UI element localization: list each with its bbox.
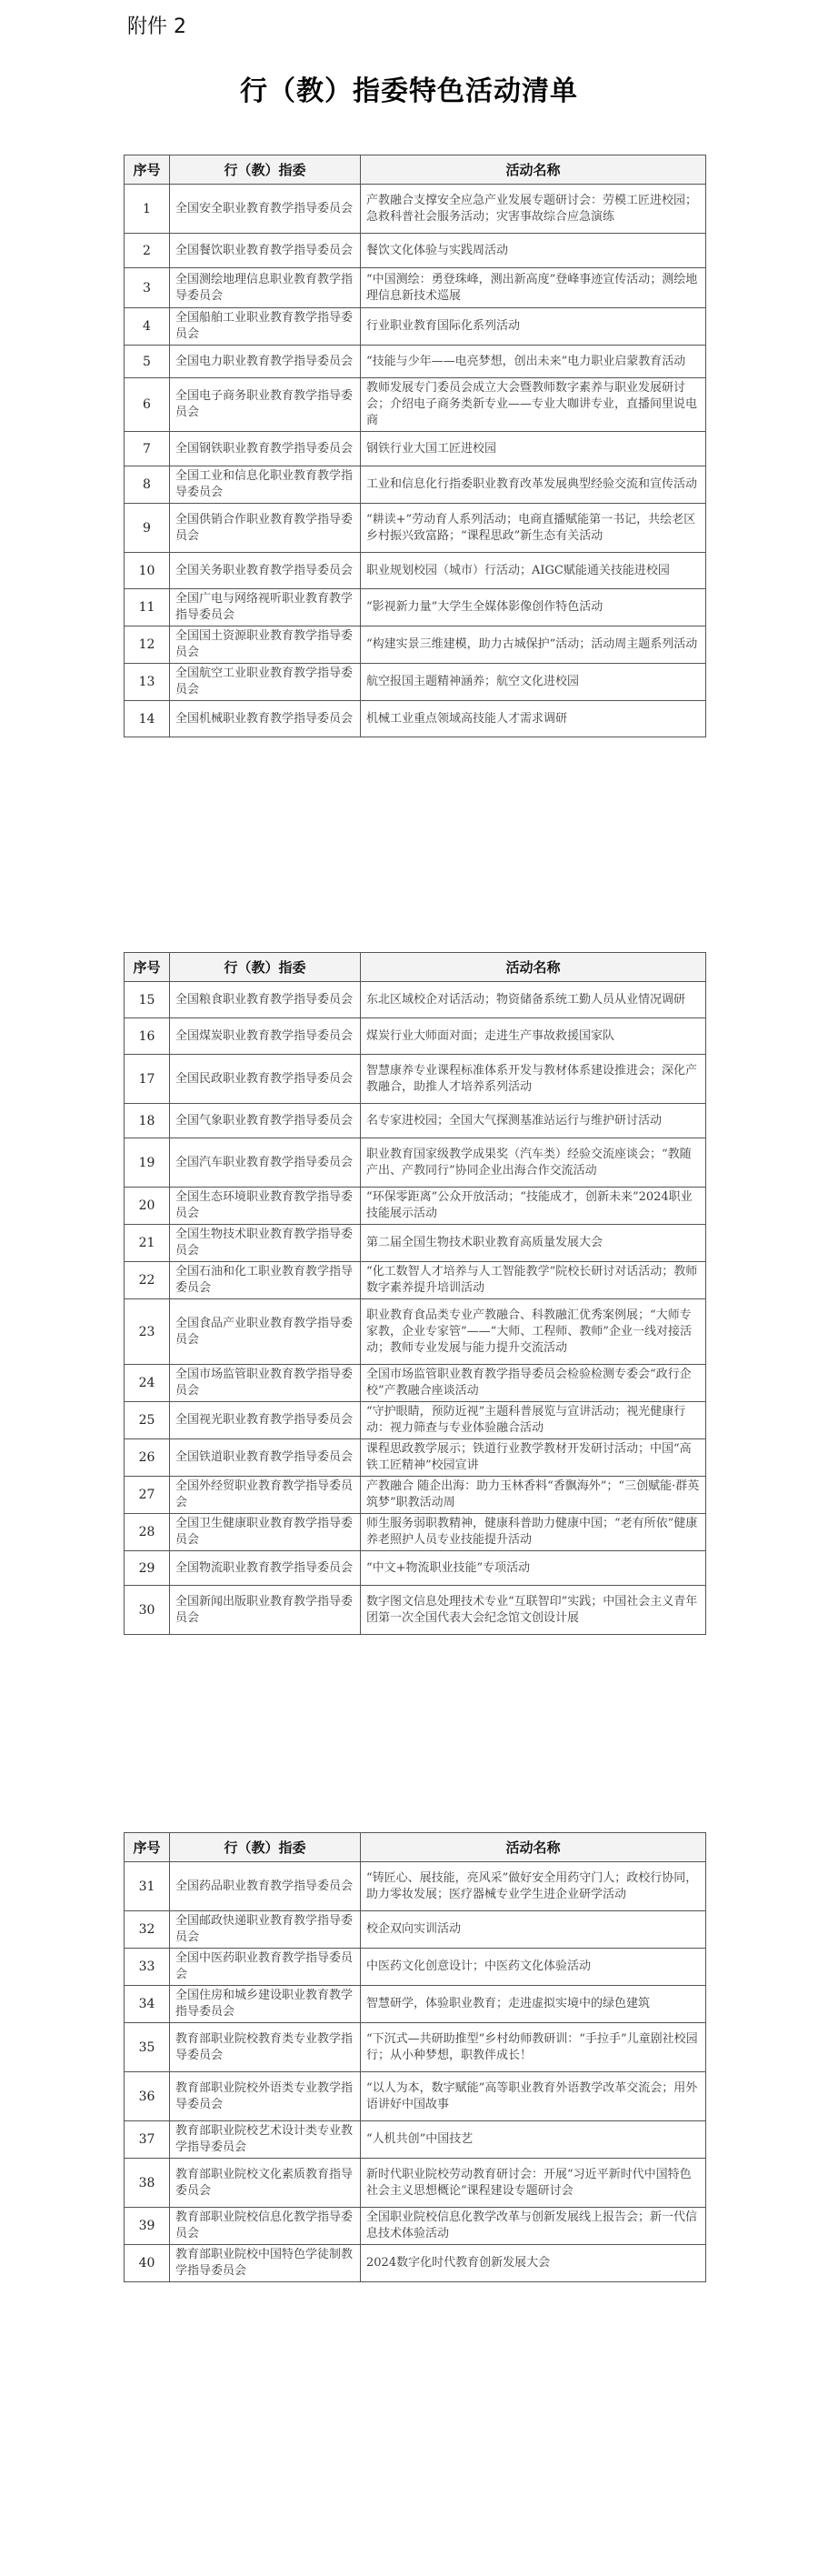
committee-name: 教育部职业院校中国特色学徒制教学指导委员会 xyxy=(170,2245,361,2282)
row-number: 23 xyxy=(125,1299,170,1365)
table-row xyxy=(125,626,706,664)
activity-name: “以人为本，数字赋能”高等职业教育外语教学改革交流会；用外语讲好中国故事 xyxy=(361,2072,706,2121)
committee-name: 全国食品产业职业教育教学指导委员会 xyxy=(170,1299,361,1365)
table-row xyxy=(125,1911,706,1949)
table-row xyxy=(125,1986,706,2023)
activity-name: 数字图文信息处理技术专业“互联智印”实践；中国社会主义青年团第一次全国代表大会纪念馆文创设计展 xyxy=(361,1586,706,1635)
table-row xyxy=(125,432,706,466)
committee-name: 全国国土资源职业教育教学指导委员会 xyxy=(170,626,361,664)
table-row xyxy=(125,308,706,346)
row-number: 4 xyxy=(125,308,170,346)
activity-name: 东北区域校企对话活动；物资储备系统工勤人员从业情况调研 xyxy=(361,982,706,1018)
row-number: 24 xyxy=(125,1365,170,1402)
row-number: 5 xyxy=(125,346,170,378)
table-row xyxy=(125,185,706,234)
activity-name: 校企双向实训活动 xyxy=(361,1911,706,1949)
activity-name: “守护眼睛，预防近视”主题科普展览与宣讲活动；视光健康行动：视力筛查与专业体验融合活动 xyxy=(361,1402,706,1439)
committee-name: 全国航空工业职业教育教学指导委员会 xyxy=(170,664,361,701)
table-row xyxy=(125,234,706,268)
row-number: 13 xyxy=(125,664,170,701)
committee-name: 教育部职业院校信息化教学指导委员会 xyxy=(170,2208,361,2245)
table-row xyxy=(125,2072,706,2121)
table-row xyxy=(125,2121,706,2159)
committee-name: 全国生物技术职业教育教学指导委员会 xyxy=(170,1225,361,1262)
table-row xyxy=(125,2159,706,2208)
activity-table-1 xyxy=(124,155,706,737)
committee-name: 全国住房和城乡建设职业教育教学指导委员会 xyxy=(170,1986,361,2023)
row-number: 30 xyxy=(125,1586,170,1635)
page-title: 行（教）指委特色活动清单 xyxy=(240,75,578,107)
activity-table-2 xyxy=(124,952,706,1635)
row-number: 19 xyxy=(125,1138,170,1188)
committee-name: 教育部职业院校艺术设计类专业教学指导委员会 xyxy=(170,2121,361,2159)
committee-name: 教育部职业院校外语类专业教学指导委员会 xyxy=(170,2072,361,2121)
row-number: 31 xyxy=(125,1862,170,1911)
committee-name: 全国汽车职业教育教学指导委员会 xyxy=(170,1138,361,1188)
header-no: 序号 xyxy=(125,155,170,185)
committee-name: 全国外经贸职业教育教学指导委员会 xyxy=(170,1477,361,1514)
committee-name: 全国工业和信息化职业教育教学指导委员会 xyxy=(170,466,361,504)
row-number: 22 xyxy=(125,1262,170,1299)
committee-name: 全国邮政快递职业教育教学指导委员会 xyxy=(170,1911,361,1949)
committee-name: 全国供销合作职业教育教学指导委员会 xyxy=(170,504,361,553)
table-row xyxy=(125,378,706,432)
committee-name: 全国卫生健康职业教育教学指导委员会 xyxy=(170,1514,361,1551)
header-committee: 行（教）指委 xyxy=(170,953,361,982)
committee-name: 全国粮食职业教育教学指导委员会 xyxy=(170,982,361,1018)
header-activity: 活动名称 xyxy=(361,155,706,185)
header-committee: 行（教）指委 xyxy=(170,1833,361,1862)
activity-name: “环保零距离”公众开放活动；“技能成才，创新未来”2024职业技能展示活动 xyxy=(361,1188,706,1225)
row-number: 37 xyxy=(125,2121,170,2159)
row-number: 11 xyxy=(125,589,170,626)
committee-name: 教育部职业院校教育类专业教学指导委员会 xyxy=(170,2023,361,2072)
committee-name: 全国安全职业教育教学指导委员会 xyxy=(170,185,361,234)
row-number: 40 xyxy=(125,2245,170,2282)
activity-name: “中国测绘：勇登珠峰，测出新高度”登峰事迹宣传活动；测绘地理信息新技术巡展 xyxy=(361,268,706,308)
activity-name: “影视新力量”大学生全媒体影像创作特色活动 xyxy=(361,589,706,626)
activity-name: 职业规划校园（城市）行活动；AIGC赋能通关技能进校园 xyxy=(361,553,706,589)
activity-name: “技能与少年——电亮梦想，创出未来”电力职业启蒙教育活动 xyxy=(361,346,706,378)
header-committee: 行（教）指委 xyxy=(170,155,361,185)
committee-name: 全国机械职业教育教学指导委员会 xyxy=(170,701,361,737)
committee-name: 全国铁道职业教育教学指导委员会 xyxy=(170,1439,361,1477)
activity-name: 产教融合 随企出海：助力玉林香料“香飘海外”；“三创赋能·群英筑梦”职教活动周 xyxy=(361,1477,706,1514)
table-row xyxy=(125,1551,706,1586)
table-row xyxy=(125,1402,706,1439)
row-number: 20 xyxy=(125,1188,170,1225)
committee-name: 全国物流职业教育教学指导委员会 xyxy=(170,1551,361,1586)
activity-name: 名专家进校园；全国大气探测基准站运行与维护研讨活动 xyxy=(361,1104,706,1138)
table-row xyxy=(125,1514,706,1551)
activity-name: 煤炭行业大师面对面；走进生产事故救援国家队 xyxy=(361,1018,706,1055)
activity-name: 全国职业院校信息化教学改革与创新发展线上报告会；新一代信息技术体验活动 xyxy=(361,2208,706,2245)
table-row xyxy=(125,1055,706,1104)
row-number: 21 xyxy=(125,1225,170,1262)
committee-name: 教育部职业院校文化素质教育指导委员会 xyxy=(170,2159,361,2208)
table-row xyxy=(125,589,706,626)
committee-name: 全国市场监管职业教育教学指导委员会 xyxy=(170,1365,361,1402)
activity-name: “中文+物流职业技能”专项活动 xyxy=(361,1551,706,1586)
activity-name: 职业教育食品类专业产教融合、科教融汇优秀案例展；“大师专家教，企业专家管”——“大师、工程师、教师”企业一线对接活动；教师专业发展与能力提升交流活动 xyxy=(361,1299,706,1365)
table-row xyxy=(125,346,706,378)
committee-name: 全国新闻出版职业教育教学指导委员会 xyxy=(170,1586,361,1635)
row-number: 14 xyxy=(125,701,170,737)
activity-name: 全国市场监管职业教育教学指导委员会检验检测专委会“政行企校”产教融合座谈活动 xyxy=(361,1365,706,1402)
row-number: 25 xyxy=(125,1402,170,1439)
activity-name: “铸匠心、展技能，亮风采”做好安全用药守门人；政校行协同，助力零妆发展；医疗器械专业学生进企业研学活动 xyxy=(361,1862,706,1911)
activity-name: “构建实景三维建模，助力古城保护”活动；活动周主题系列活动 xyxy=(361,626,706,664)
table-row xyxy=(125,2023,706,2072)
committee-name: 全国关务职业教育教学指导委员会 xyxy=(170,553,361,589)
row-number: 32 xyxy=(125,1911,170,1949)
table-row xyxy=(125,1862,706,1911)
committee-name: 全国药品职业教育教学指导委员会 xyxy=(170,1862,361,1911)
committee-name: 全国钢铁职业教育教学指导委员会 xyxy=(170,432,361,466)
row-number: 33 xyxy=(125,1949,170,1986)
activity-name: “下沉式—共研助推型”乡村幼师教研训：“手拉手”儿童剧社校园行；从小种梦想，职教伴成长！ xyxy=(361,2023,706,2072)
activity-name: 教师发展专门委员会成立大会暨教师数字素养与职业发展研讨会；介绍电子商务类新专业——专业大咖讲专业，直播间里说电商 xyxy=(361,378,706,432)
row-number: 36 xyxy=(125,2072,170,2121)
row-number: 15 xyxy=(125,982,170,1018)
row-number: 6 xyxy=(125,378,170,432)
row-number: 29 xyxy=(125,1551,170,1586)
committee-name: 全国测绘地理信息职业教育教学指导委员会 xyxy=(170,268,361,308)
table-row xyxy=(125,268,706,308)
header-no: 序号 xyxy=(125,1833,170,1862)
committee-name: 全国船舶工业职业教育教学指导委员会 xyxy=(170,308,361,346)
row-number: 10 xyxy=(125,553,170,589)
table-row xyxy=(125,1262,706,1299)
row-number: 39 xyxy=(125,2208,170,2245)
row-number: 2 xyxy=(125,234,170,268)
table-row xyxy=(125,553,706,589)
activity-name: 智慧康养专业课程标准体系开发与教材体系建设推进会；深化产教融合，助推人才培养系列活动 xyxy=(361,1055,706,1104)
row-number: 38 xyxy=(125,2159,170,2208)
row-number: 7 xyxy=(125,432,170,466)
table-row xyxy=(125,504,706,553)
committee-name: 全国气象职业教育教学指导委员会 xyxy=(170,1104,361,1138)
table-header-row xyxy=(125,1833,706,1862)
table-row xyxy=(125,1225,706,1262)
committee-name: 全国煤炭职业教育教学指导委员会 xyxy=(170,1018,361,1055)
activity-name: 第二届全国生物技术职业教育高质量发展大会 xyxy=(361,1225,706,1262)
row-number: 12 xyxy=(125,626,170,664)
activity-name: 行业职业教育国际化系列活动 xyxy=(361,308,706,346)
table-row xyxy=(125,2208,706,2245)
table-row xyxy=(125,2245,706,2282)
row-number: 35 xyxy=(125,2023,170,2072)
header-activity: 活动名称 xyxy=(361,953,706,982)
activity-name: 2024数字化时代教育创新发展大会 xyxy=(361,2245,706,2282)
activity-name: 产教融合支撑安全应急产业发展专题研讨会：劳模工匠进校园；急救科普社会服务活动；灾害事故综合应急演练 xyxy=(361,185,706,234)
row-number: 17 xyxy=(125,1055,170,1104)
table-row xyxy=(125,1299,706,1365)
activity-name: 航空报国主题精神涵养；航空文化进校园 xyxy=(361,664,706,701)
table-row xyxy=(125,1477,706,1514)
committee-name: 全国餐饮职业教育教学指导委员会 xyxy=(170,234,361,268)
activity-name: 课程思政教学展示；铁道行业教学教材开发研讨活动；中国“高铁工匠精神”校园宣讲 xyxy=(361,1439,706,1477)
table-row xyxy=(125,1439,706,1477)
table-row xyxy=(125,1104,706,1138)
table-row xyxy=(125,1586,706,1635)
row-number: 1 xyxy=(125,185,170,234)
activity-name: “耕读+”劳动育人系列活动；电商直播赋能第一书记，共绘老区乡村振兴致富路；“课程思政”新生态有关活动 xyxy=(361,504,706,553)
committee-name: 全国中医药职业教育教学指导委员会 xyxy=(170,1949,361,1986)
activity-table-3 xyxy=(124,1832,706,2282)
row-number: 3 xyxy=(125,268,170,308)
activity-name: 师生服务弱职教精神，健康科普助力健康中国；“老有所依”健康养老照护人员专业技能提升活动 xyxy=(361,1514,706,1551)
activity-name: 智慧研学，体验职业教育；走进虚拟实境中的绿色建筑 xyxy=(361,1986,706,2023)
committee-name: 全国民政职业教育教学指导委员会 xyxy=(170,1055,361,1104)
table-row xyxy=(125,1018,706,1055)
committee-name: 全国电子商务职业教育教学指导委员会 xyxy=(170,378,361,432)
activity-name: “人机共创”中国技艺 xyxy=(361,2121,706,2159)
header-no: 序号 xyxy=(125,953,170,982)
row-number: 9 xyxy=(125,504,170,553)
activity-name: 职业教育国家级教学成果奖（汽车类）经验交流座谈会；“教随产出、产教同行”协同企业出海合作交流活动 xyxy=(361,1138,706,1188)
row-number: 8 xyxy=(125,466,170,504)
table-row xyxy=(125,1138,706,1188)
committee-name: 全国广电与网络视听职业教育教学指导委员会 xyxy=(170,589,361,626)
header-activity: 活动名称 xyxy=(361,1833,706,1862)
committee-name: 全国石油和化工职业教育教学指导委员会 xyxy=(170,1262,361,1299)
table-row xyxy=(125,1949,706,1986)
committee-name: 全国生态环境职业教育教学指导委员会 xyxy=(170,1188,361,1225)
activity-name: 新时代职业院校劳动教育研讨会：开展“习近平新时代中国特色社会主义思想概论”课程建设专题研讨会 xyxy=(361,2159,706,2208)
table-header-row xyxy=(125,953,706,982)
activity-name: 餐饮文化体验与实践周活动 xyxy=(361,234,706,268)
activity-name: 中医药文化创意设计；中医药文化体验活动 xyxy=(361,1949,706,1986)
committee-name: 全国电力职业教育教学指导委员会 xyxy=(170,346,361,378)
committee-name: 全国视光职业教育教学指导委员会 xyxy=(170,1402,361,1439)
table-row xyxy=(125,1365,706,1402)
row-number: 27 xyxy=(125,1477,170,1514)
attachment-label: 附件 2 xyxy=(127,15,186,38)
table-row xyxy=(125,701,706,737)
row-number: 28 xyxy=(125,1514,170,1551)
table-header-row xyxy=(125,155,706,185)
table-row xyxy=(125,664,706,701)
row-number: 16 xyxy=(125,1018,170,1055)
activity-name: “化工数智人才培养与人工智能教学”院校长研讨对话活动；教师数字素养提升培训活动 xyxy=(361,1262,706,1299)
table-row xyxy=(125,1188,706,1225)
table-row xyxy=(125,466,706,504)
table-row xyxy=(125,982,706,1018)
activity-name: 工业和信息化行指委职业教育改革发展典型经验交流和宣传活动 xyxy=(361,466,706,504)
row-number: 26 xyxy=(125,1439,170,1477)
activity-name: 钢铁行业大国工匠进校园 xyxy=(361,432,706,466)
row-number: 34 xyxy=(125,1986,170,2023)
activity-name: 机械工业重点领域高技能人才需求调研 xyxy=(361,701,706,737)
row-number: 18 xyxy=(125,1104,170,1138)
